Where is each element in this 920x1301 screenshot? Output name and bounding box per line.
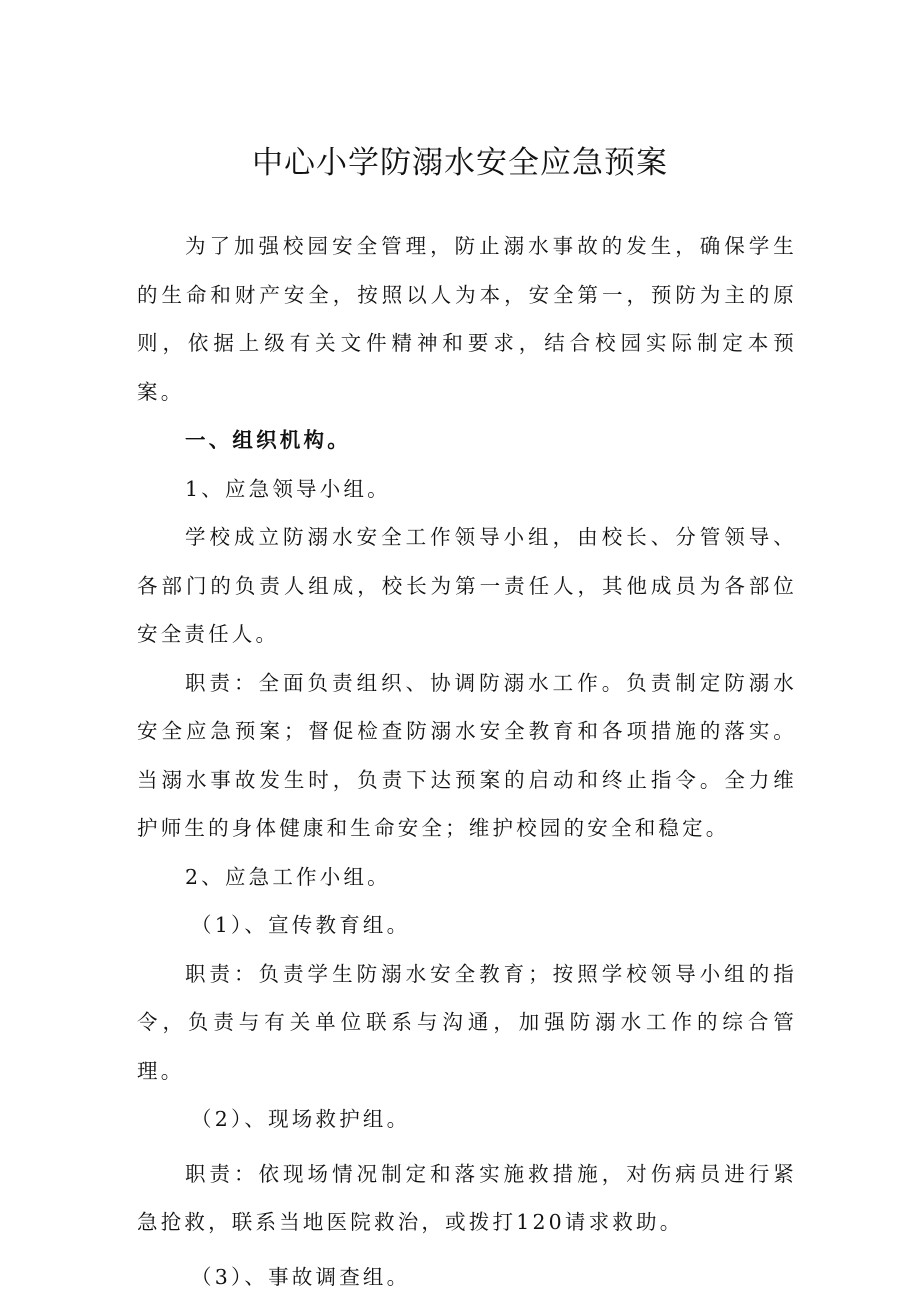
subsection-heading-work-group: 2、应急工作小组。 (185, 864, 391, 889)
section-heading-organization: 一、组织机构。 (185, 428, 351, 452)
intro-paragraph: 为了加强校园安全管理，防止溺水事故的发生，确保学生的生命和财产安全，按照以人为本，安全第一，预防为主的原则，依据上级有关文件精神和要求，结合校园实际制定本预案。 (137, 234, 797, 404)
item-heading-investigation-group: （3）、事故调查组。 (191, 1264, 411, 1289)
leadership-group-duties: 职责：全面负责组织、协调防溺水工作。负责制定防溺水安全应急预案；督促检查防溺水安全教育和各项措施的落实。当溺水事故发生时，负责下达预案的启动和终止指令。全力维护师生的身体健康和生命安全；维护校园的安全和稳定。 (137, 670, 797, 840)
document-body (137, 222, 797, 1301)
item-heading-education-group: （1）、宣传教育组。 (191, 913, 411, 937)
leadership-group-description: 学校成立防溺水安全工作领导小组，由校长、分管领导、各部门的负责人组成，校长为第一责任人，其他成员为各部位安全责任人。 (137, 525, 797, 646)
item-heading-rescue-group: （2）、现场救护组。 (191, 1107, 411, 1131)
document-title: 中心小学防溺水安全应急预案 (252, 145, 668, 181)
subsection-heading-leadership-group: 1、应急领导小组。 (185, 476, 391, 501)
rescue-group-duties: 职责：依现场情况制定和落实施救措施，对伤病员进行紧急抢救，联系当地医院救治，或拨打120请求救助。 (137, 1161, 797, 1234)
education-group-duties: 职责：负责学生防溺水安全教育；按照学校领导小组的指令，负责与有关单位联系与沟通，加强防溺水工作的综合管理。 (137, 961, 797, 1083)
